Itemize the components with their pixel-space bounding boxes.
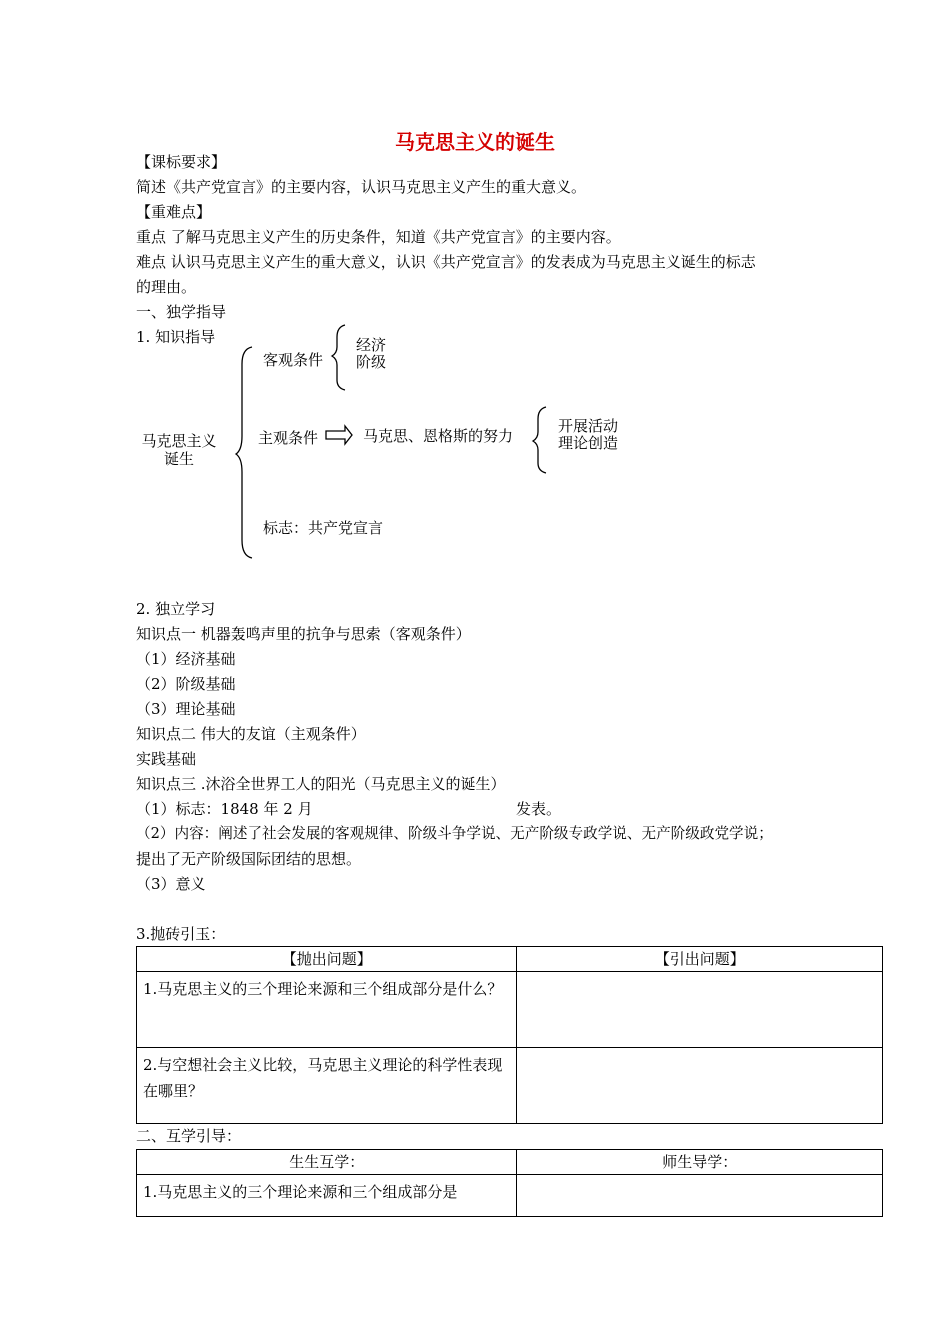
objective-brace xyxy=(332,325,345,390)
table2-heading: 二、互学引导： xyxy=(136,1127,242,1145)
diagram-objective-economy: 经济 xyxy=(356,336,387,354)
table1-heading: 3.抛砖引玉： xyxy=(136,925,226,943)
table1 xyxy=(136,946,883,1124)
kp3-item1-a: （1）标志：1848 年 2 月 xyxy=(136,800,313,818)
diagram-root-line2: 诞生 xyxy=(163,450,194,468)
diagram-objective: 客观条件 xyxy=(263,351,324,369)
kp2-title: 知识点二 伟大的友谊（主观条件） xyxy=(136,725,366,743)
nandian-text-1: 难点 认识马克思主义产生的重大意义，认识《共产党宣言》的发表成为马克思主义诞生的标志 xyxy=(136,253,756,271)
table1-row1-question: 1.马克思主义的三个理论来源和三个组成部分是什么？ xyxy=(137,972,517,1048)
main-brace xyxy=(236,347,252,558)
table1-row1-answer[interactable] xyxy=(517,972,883,1048)
table1-col1-header: 【抛出问题】 xyxy=(137,947,517,972)
kp1-item-3: （3）理论基础 xyxy=(136,700,236,718)
zhongnan-heading: 【重难点】 xyxy=(136,203,212,221)
diagram-subjective-activity: 开展活动 xyxy=(558,417,619,435)
diagram-mark: 标志：共产党宣言 xyxy=(263,519,384,537)
kebiao-heading: 【课标要求】 xyxy=(136,153,227,171)
kp3-item2-line2: 提出了无产阶级国际团结的思想。 xyxy=(136,850,362,868)
subjective-arrow-icon xyxy=(326,426,352,444)
knowledge-guide-heading: 1. 知识指导 xyxy=(136,328,216,346)
kp1-title: 知识点一 机器轰鸣声里的抗争与思索（客观条件） xyxy=(136,625,471,643)
kp2-item: 实践基础 xyxy=(136,750,197,768)
kp3-item2-line1: （2）内容：阐述了社会发展的客观规律、阶级斗争学说、无产阶级专政学说、无产阶级政党学说； xyxy=(136,825,773,842)
kp3-title: 知识点三 .沐浴全世界工人的阳光（马克思主义的诞生） xyxy=(136,775,506,793)
diagram-objective-class: 阶级 xyxy=(356,353,387,371)
kp1-item-1: （1）经济基础 xyxy=(136,650,236,668)
nandian-text-2: 的理由。 xyxy=(136,278,197,296)
table1-col2-header: 【引出问题】 xyxy=(517,947,883,972)
table2-row1-answer[interactable] xyxy=(517,1175,883,1217)
subjective-brace xyxy=(533,407,546,473)
diagram-subjective-target: 马克思、恩格斯的努力 xyxy=(363,427,514,445)
kp3-item1-b: 发表。 xyxy=(516,800,562,818)
kp3-item3: （3）意义 xyxy=(136,875,206,893)
diagram-subjective: 主观条件 xyxy=(258,429,319,447)
part1-heading: 一、独学指导 xyxy=(136,303,227,321)
table2 xyxy=(136,1149,883,1217)
kp1-item-2: （2）阶级基础 xyxy=(136,675,236,693)
table2-col2-header: 师生导学： xyxy=(517,1150,883,1175)
table1-row2-answer[interactable] xyxy=(517,1048,883,1124)
table2-col1-header: 生生互学： xyxy=(137,1150,517,1175)
diagram-root-line1: 马克思主义 xyxy=(141,432,217,450)
table1-row2-question: 2.与空想社会主义比较，马克思主义理论的科学性表现在哪里？ xyxy=(137,1048,517,1124)
zhongdian-text: 重点 了解马克思主义产生的历史条件，知道《共产党宣言》的主要内容。 xyxy=(136,228,621,246)
kebiao-text: 简述《共产党宣言》的主要内容，认识马克思主义产生的重大意义。 xyxy=(136,178,587,196)
page-title: 马克思主义的诞生 xyxy=(395,130,555,154)
table2-row1-question: 1.马克思主义的三个理论来源和三个组成部分是 xyxy=(137,1175,517,1217)
diagram-subjective-theory: 理论创造 xyxy=(558,434,619,452)
study-heading: 2. 独立学习 xyxy=(136,600,216,618)
